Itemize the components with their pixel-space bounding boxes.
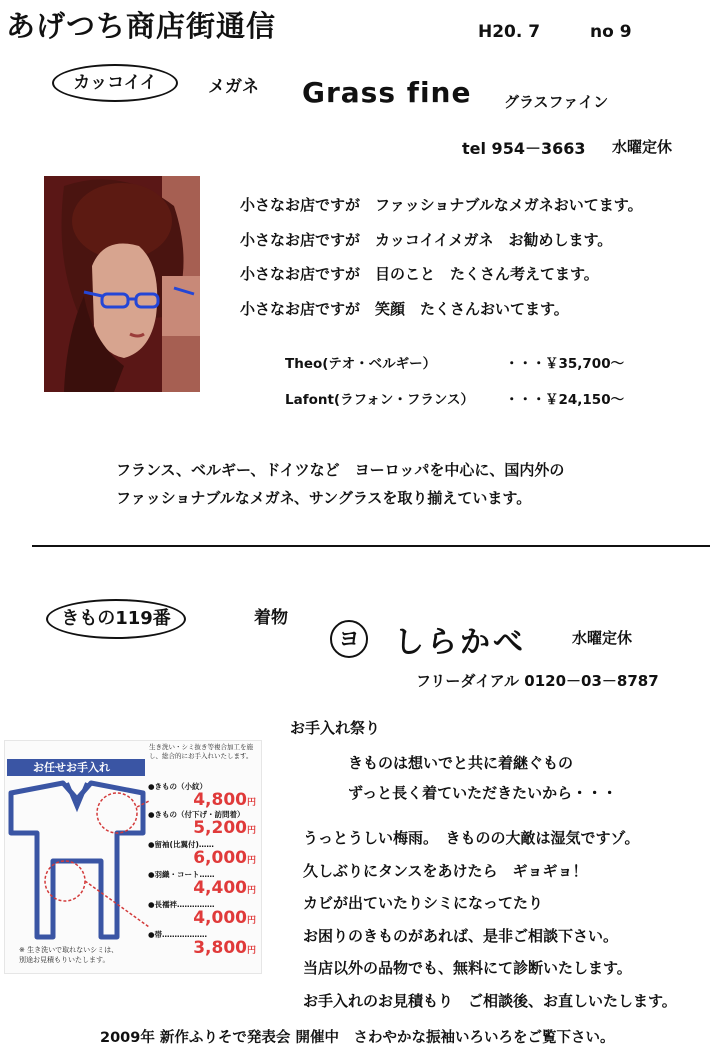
care-price-flyer	[4, 740, 262, 974]
price-row-theo	[0, 352, 720, 372]
flyer-price-item	[148, 781, 260, 812]
shop1-message-line: 小さなお店ですが カッコイイメガネ お勧めします。	[240, 230, 613, 249]
shop1-name-kana: グラスファイン	[504, 93, 609, 111]
shop2-body-line: うっとうしい梅雨。 きものの大敵は湿気ですゾ。	[303, 829, 640, 847]
shop1-description-line: フランス、ベルギー、ドイツなど ヨーロッパを中心に、国内外の	[116, 461, 565, 479]
issue-number: no 9	[590, 22, 632, 42]
flyer-item-price: 6,000円	[193, 848, 256, 868]
section-divider	[32, 545, 710, 547]
kimono-diagram-icon	[5, 777, 149, 945]
brand-price: ￥35,700～	[545, 356, 625, 372]
flyer-item-label: ●きもの（付下げ・訪問着）	[148, 810, 245, 819]
flyer-item-label: ●帯………………	[148, 930, 208, 939]
flyer-bottom-note: ※ 生き洗いで取れないシミは、 別途お見積もりいたします。	[19, 946, 119, 964]
flyer-price-item	[148, 869, 260, 900]
brand-name: Theo(テオ・ベルギー）	[285, 356, 437, 372]
shop1-name: Grass fine	[302, 76, 472, 109]
flyer-item-price: 4,000円	[193, 908, 256, 928]
shop2-body-line: 当店以外の品物でも、無料にて診断いたします。	[303, 959, 632, 977]
flyer-price-item	[148, 929, 260, 960]
flyer-item-price: 4,800円	[193, 790, 256, 810]
shop2-lead-line: きものは想いでと共に着継ぐもの	[348, 754, 574, 772]
shop2-logo: ヨ	[330, 620, 368, 658]
shop1-tel: tel 954－3663	[462, 139, 586, 158]
price-row-lafont	[0, 388, 720, 408]
flyer-price-item	[148, 839, 260, 870]
brand-name: Lafont(ラフォン・フランス）	[285, 392, 475, 408]
shop1-description	[116, 456, 564, 512]
shop2-body-line: 久しぶりにタンスをあけたら ギョギョ！	[303, 861, 588, 880]
shop1-description-line: ファッショナブルなメガネ、サングラスを取り揃えています。	[116, 489, 532, 507]
shop1-message-line: 小さなお店ですが ファッショナブルなメガネおいてます。	[240, 196, 643, 214]
flyer-item-label: ●羽織・コート……	[148, 870, 215, 879]
flyer-heading: お任せお手入れ	[7, 759, 145, 776]
shop1-category: メガネ	[208, 77, 259, 97]
shop2-tel: フリーダイアル 0120－03－8787	[416, 672, 659, 690]
leader-dots: ・・・	[505, 356, 546, 372]
flyer-item-price: 3,800円	[193, 938, 256, 958]
shop1-message-line: 小さなお店ですが 笑顔 たくさんおいてます。	[240, 299, 569, 318]
shop2-body-line: お困りのきものがあれば、是非ご相談下さい。	[303, 926, 619, 945]
brand-price: ￥24,150～	[545, 392, 625, 408]
shop1-message-line: 小さなお店ですが 目のこと たくさん考えてます。	[240, 265, 599, 283]
shop1-closed-day: 水曜定休	[612, 138, 673, 156]
footer-announcement: 2009年 新作ふりそで発表会 開催中 さわやかな振袖いろいろをご覧下さい。	[100, 1030, 615, 1046]
shop2-lead-line: ずっと長く着ていただきたいから・・・	[348, 784, 618, 802]
shop1-tag: カッコイイ	[52, 64, 178, 102]
shop2-body	[303, 822, 677, 1017]
leader-dots: ・・・	[505, 392, 546, 408]
flyer-price-item	[148, 899, 260, 930]
flyer-item-label: ●きもの（小紋）	[148, 782, 208, 791]
shop1-message	[240, 188, 643, 326]
shop2-name: しらかべ	[394, 625, 526, 660]
flyer-item-label: ●長襦袢……………	[148, 900, 215, 909]
flyer-note: 生き洗い・シミ抜き等複合加工を施し、総合的にお手入れいたします。	[149, 743, 253, 760]
shop2-category: 着物	[254, 608, 288, 628]
newsletter-title: あげつち商店街通信	[6, 9, 277, 43]
shop2-tag: きもの119番	[46, 599, 186, 639]
flyer-item-label: ●留袖(比翼付)……	[148, 840, 214, 849]
issue-date: H20. 7	[478, 22, 541, 42]
event-title: お手入れ祭り	[290, 719, 381, 737]
flyer-item-price: 4,400円	[193, 878, 256, 898]
flyer-price-item	[148, 809, 260, 840]
shop2-closed-day: 水曜定休	[572, 629, 633, 647]
flyer-item-price: 5,200円	[193, 818, 256, 838]
shop2-body-line: カビが出ていたりシミになってたり	[303, 894, 544, 912]
shop2-body-line: お手入れのお見積もり ご相談後、お直しいたします。	[303, 991, 677, 1010]
shop2-lead	[348, 748, 617, 808]
